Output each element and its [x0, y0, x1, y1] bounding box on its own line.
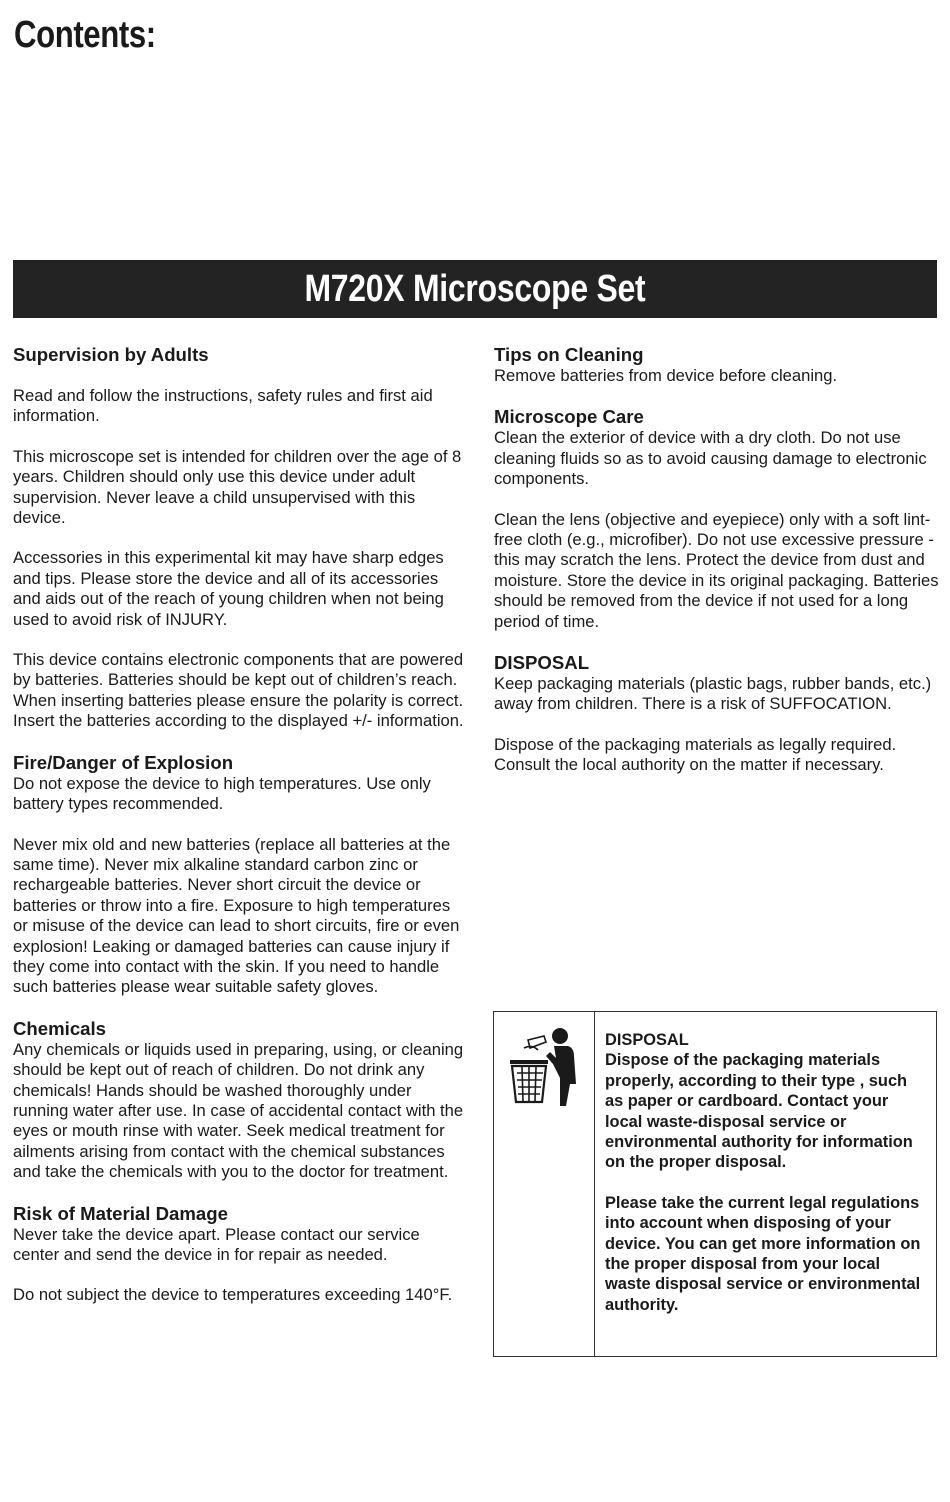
fire-paragraph: Do not expose the device to high temperatures. Use only battery types recommended.	[13, 773, 431, 814]
section-heading-fire: Fire/Danger of Explosion	[13, 751, 234, 773]
material-paragraph: Never take the device apart. Please contact our service center and send the device in for repair as needed.	[13, 1224, 420, 1264]
disposal-box-text	[595, 1012, 936, 1356]
supervision-paragraph: This microscope set is intended for children over the age of 8 years. Children should only use this device under adult supervision. Never leave a child unsupervised with this device.	[13, 446, 462, 528]
disposal-box-paragraph: Please take the current legal regulations into account when disposing of your device. You can get more information on the proper disposal from your local waste disposal service or environmental authority.	[605, 1193, 921, 1314]
disposal-box-title: DISPOSAL	[605, 1031, 689, 1049]
section-heading-care: Microscope Care	[494, 406, 644, 428]
cleaning-paragraph: Remove batteries from device before cleaning.	[494, 366, 838, 385]
section-heading-chemicals: Chemicals	[13, 1017, 107, 1039]
right-column	[494, 344, 940, 776]
waste-bin-icon	[506, 1026, 582, 1110]
chemicals-paragraph: Any chemicals or liquids used in preparing, using, or cleaning should be kept out of reach of children. Do not drink any chemicals! Hands should be washed thoroughly under running water after use. In case of accidental contact with the eyes or mouth rinse with water. Seek medical treatment for ailments arising from contact with the chemical substances and take the chemicals with you to the doctor for treatment.	[13, 1039, 464, 1182]
disposal-paragraph: Dispose of the packaging materials as legally required. Consult the local authority on the matter if necessary.	[494, 734, 897, 775]
contents-title: Contents:	[14, 14, 156, 56]
disposal-paragraph: Keep packaging materials (plastic bags, rubber bands, etc.) away from children. There is a risk of SUFFOCATION.	[494, 674, 932, 714]
disposal-box-paragraph: Dispose of the packaging materials properly, according to their type , such as paper or cardboard. Contact your local waste-disposal service or environmental authority for information on the proper disposal.	[605, 1051, 913, 1172]
supervision-paragraph: Read and follow the instructions, safety rules and first aid information.	[13, 386, 433, 426]
fire-paragraph: Never mix old and new batteries (replace all batteries at the same time). Never mix alkaline standard carbon zinc or rechargeable batteries. Never short circuit the device or batteries or throw into a fire. Exposure to high temperatures or misuse of the device can lead to short circuits, fire or even explosion! Leaking or damaged batteries can cause injury if they come into contact with the skin. If you need to handle such batteries please wear suitable safety gloves.	[13, 834, 460, 997]
page-title: M720X Microscope Set	[304, 267, 646, 310]
supervision-paragraph: This device contains electronic components that are powered by batteries. Batteries should be kept out of children’s reach. When inserting batteries please ensure the polarity is correct. Insert the batteries according to the displayed +/- information.	[13, 650, 464, 731]
title-banner	[13, 260, 937, 318]
left-column	[13, 344, 465, 1306]
section-heading-disposal: DISPOSAL	[494, 652, 590, 674]
section-heading-material-damage: Risk of Material Damage	[13, 1202, 228, 1224]
disposal-info-box	[493, 1011, 937, 1357]
section-heading-cleaning: Tips on Cleaning	[494, 344, 644, 365]
care-paragraph: Clean the lens (objective and eyepiece) only with a soft lint-free cloth (e.g., microfiber). Do not use excessive pressure - this may scratch the lens. Protect the device from dust and moisture. Store the device in its original packaging. Batteries should be removed from the device if not used for a long period of time.	[494, 509, 939, 631]
supervision-paragraph: Accessories in this experimental kit may have sharp edges and tips. Please store the device and all of its accessories and aids out of the reach of young children when not being used to avoid risk of INJURY.	[13, 548, 444, 629]
disposal-icon-cell	[494, 1012, 595, 1356]
material-paragraph: Do not subject the device to temperatures exceeding 140°F.	[13, 1285, 453, 1305]
section-heading-supervision: Supervision by Adults	[13, 344, 209, 365]
care-paragraph: Clean the exterior of device with a dry cloth. Do not use cleaning fluids so as to avoid causing damage to electronic components.	[494, 428, 927, 489]
